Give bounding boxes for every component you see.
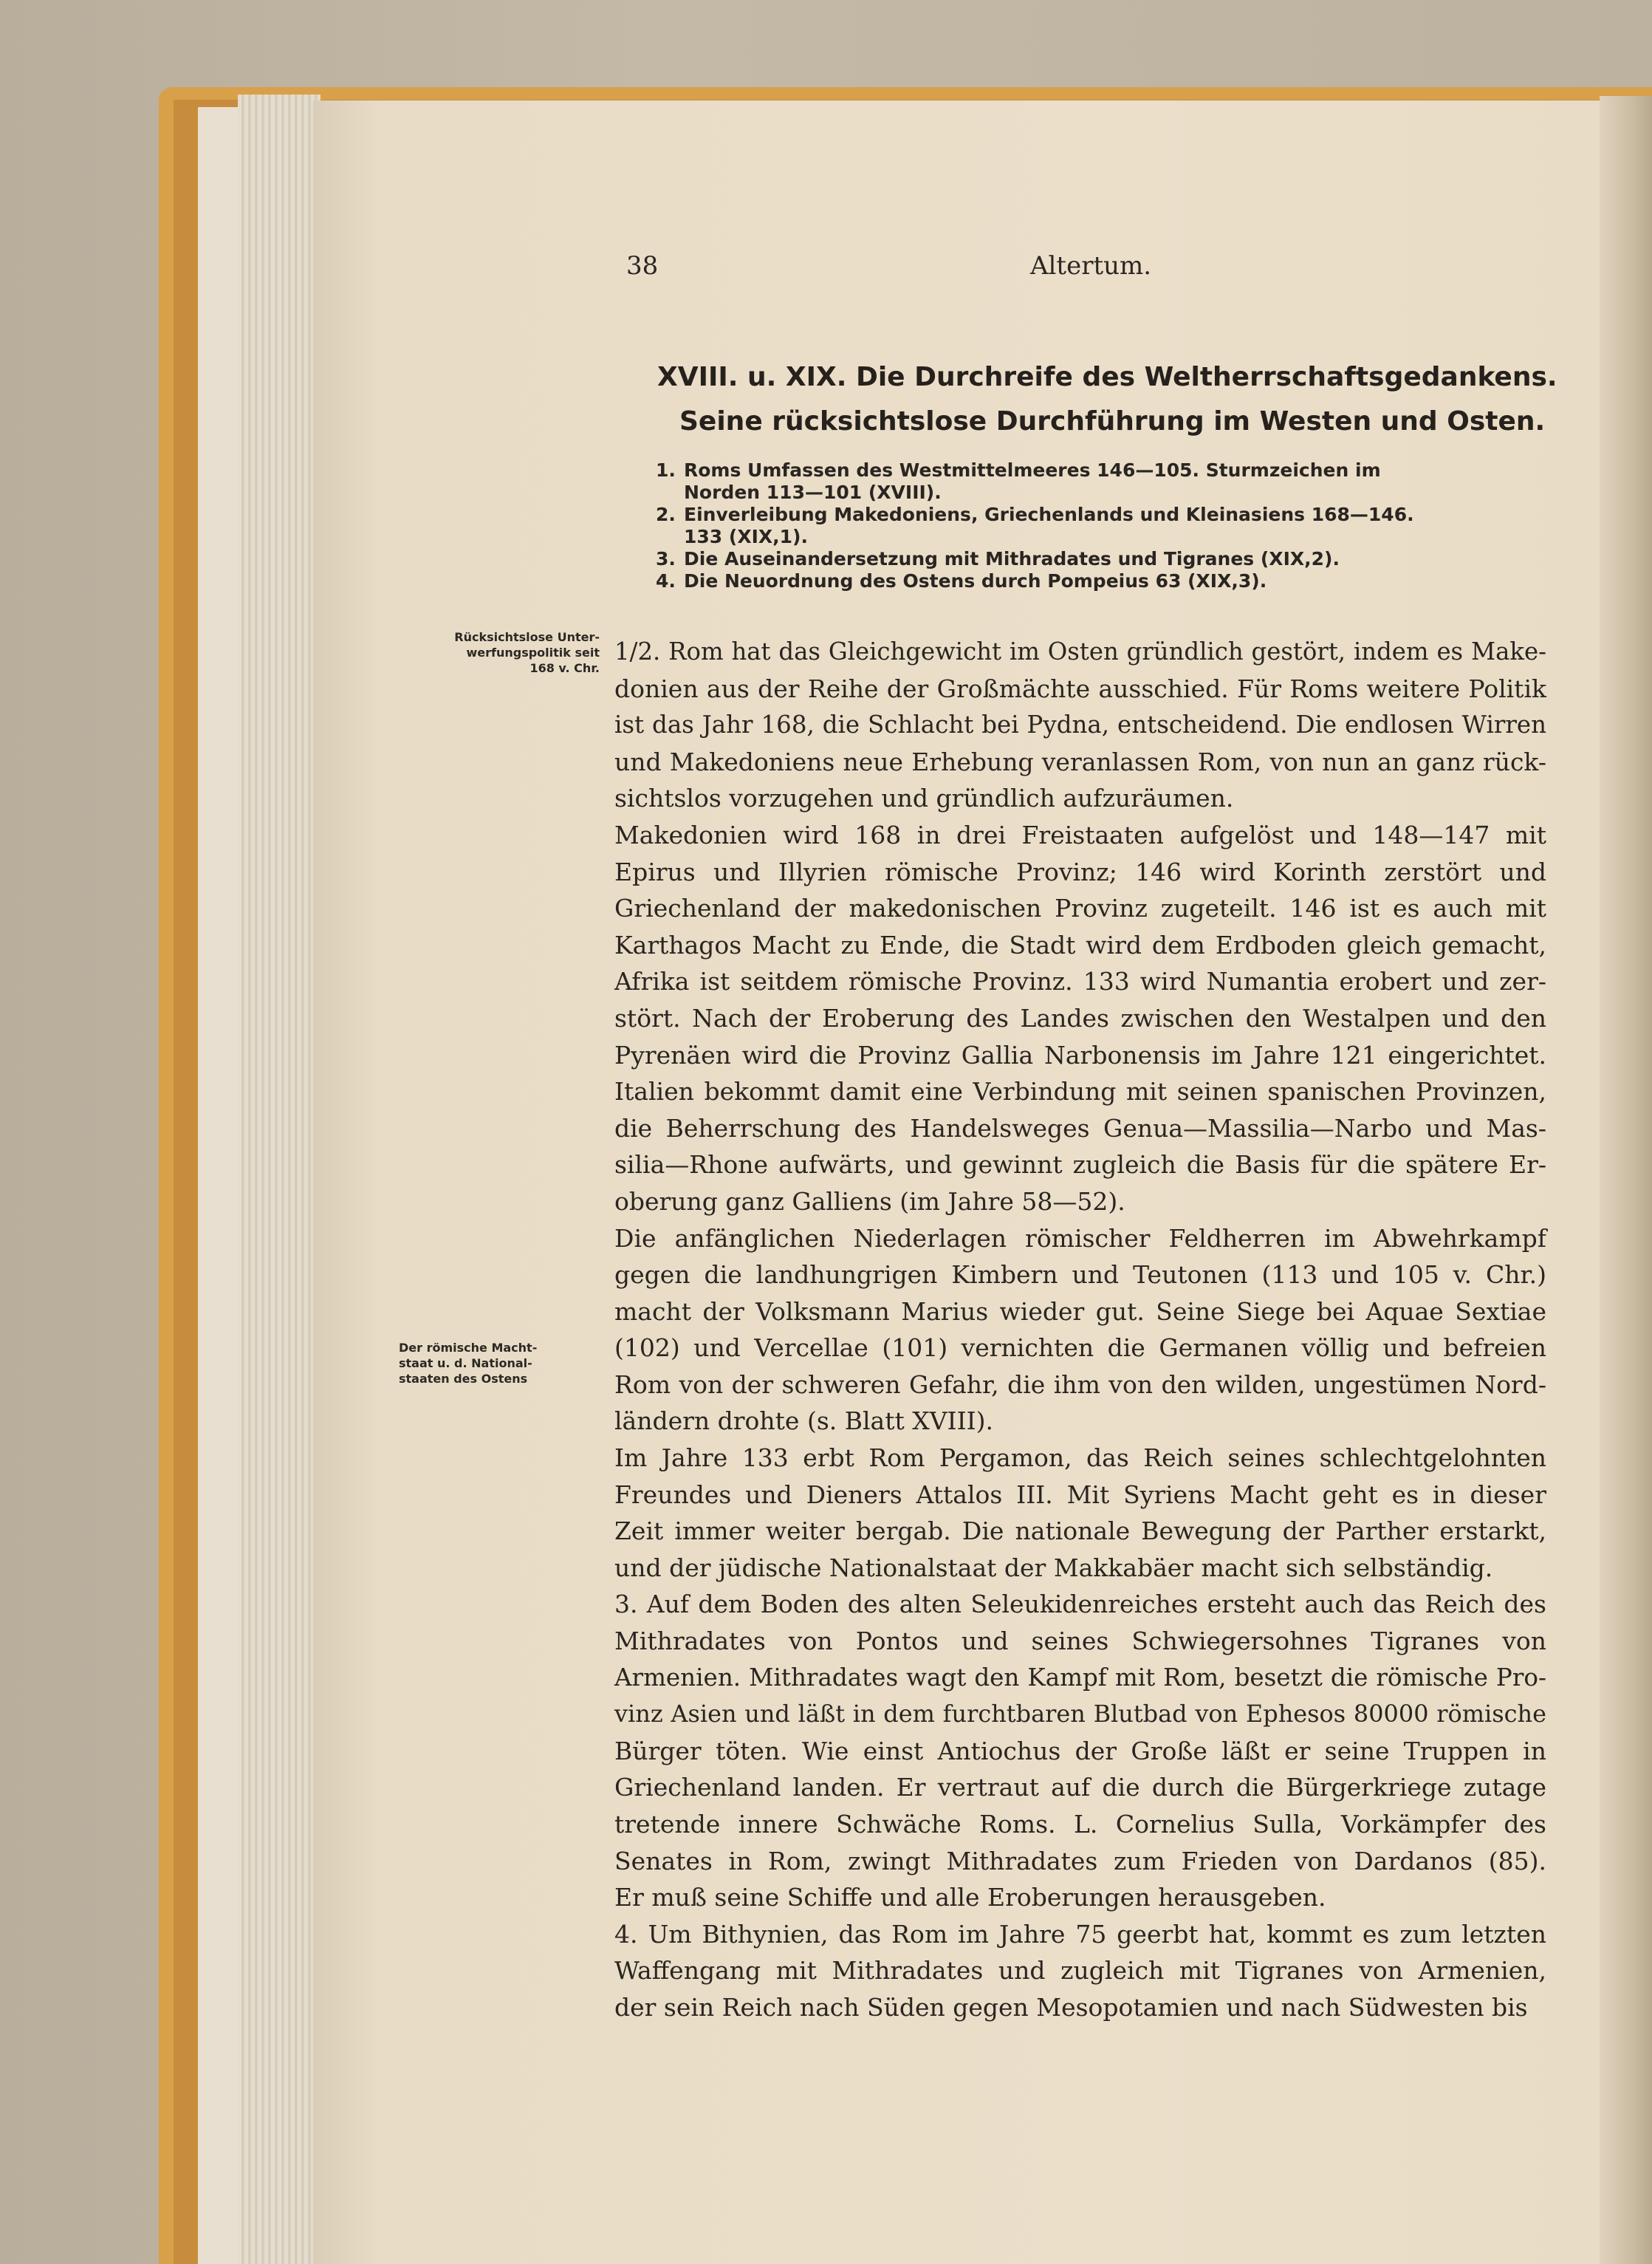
body-text: [614, 634, 1546, 2026]
chapter-title-line-1: XVIII. u. XIX. Die Durchreife des Weltherrschaftsgedankens.: [657, 362, 1557, 392]
text-line: der sein Reich nach Süden gegen Mesopotamien und nach Südwesten bis: [614, 1992, 1528, 2022]
text-line: und Makedoniens neue Erhebung veranlassen Rom, von nun an ganz rück-: [614, 747, 1546, 776]
text-line: ländern drohte (s. Blatt XVIII).: [614, 1406, 994, 1436]
paragraph: [614, 634, 1546, 817]
contents-item-continuation: Norden 113—101 (XVIII).: [684, 482, 942, 503]
text-line: Die anfänglichen Niederlagen römischer Feldherren im Abwehrkampf: [614, 1223, 1546, 1253]
text-line: Griechenland landen. Er vertraut auf die durch die Bürgerkriege zutage: [614, 1773, 1546, 1802]
text-line: stört. Nach der Eroberung des Landes zwischen den Westalpen und den: [614, 1003, 1546, 1033]
contents-item-text: Einverleibung Makedoniens, Griechenlands und Kleinasiens 168—146.: [684, 504, 1414, 525]
text-line: oberung ganz Galliens (im Jahre 58—52).: [614, 1186, 1125, 1216]
margin-note: [399, 1340, 598, 1386]
text-line: Makedonien wird 168 in drei Freistaaten aufgelöst und 148—147 mit: [614, 820, 1546, 849]
margin-note-line: Der römische Macht-: [399, 1341, 538, 1355]
paragraph: [614, 1220, 1546, 1440]
text-line: sichtslos vorzugehen und gründlich aufzuräumen.: [614, 784, 1234, 813]
text-line: ist das Jahr 168, die Schlacht bei Pydna, entscheidend. Die endlosen Wirren: [614, 711, 1546, 739]
contents-item-text: Die Auseinandersetzung mit Mithradates und Tigranes (XIX,2).: [684, 548, 1340, 570]
text-line: donien aus der Reihe der Großmächte ausschied. Für Roms weitere Politik: [614, 674, 1546, 703]
text-line: (102) und Vercellae (101) vernichten die Germanen völlig und befreien: [614, 1333, 1546, 1363]
text-line: tretende innere Schwäche Roms. L. Cornelius Sulla, Vorkämpfer des: [614, 1810, 1546, 1839]
contents-item: [656, 570, 1546, 592]
margin-note-line: staat u. d. National-: [399, 1356, 532, 1370]
margin-note-line: Rücksichtslose Unter-: [454, 630, 600, 644]
contents-item-number: 3.: [656, 548, 676, 570]
text-line: Zeit immer weiter bergab. Die nationale Bewegung der Parther erstarkt,: [614, 1516, 1546, 1546]
text-line: Senates in Rom, zwingt Mithradates zum Frieden von Dardanos (85).: [614, 1846, 1546, 1875]
contents-item: [656, 504, 1546, 548]
text-line: Epirus und Illyrien römische Provinz; 146 wird Korinth zerstört und: [614, 857, 1546, 886]
contents-item-text: Roms Umfassen des Westmittelmeeres 146—105. Sturmzeichen im: [684, 459, 1381, 481]
text-line: Pyrenäen wird die Provinz Gallia Narbonensis im Jahre 121 eingerichtet.: [614, 1040, 1546, 1070]
text-line: Karthagos Macht zu Ende, die Stadt wird dem Erdboden gleich gemacht,: [614, 930, 1546, 960]
text-line: Freundes und Dieners Attalos III. Mit Syriens Macht geht es in dieser: [614, 1480, 1546, 1509]
text-line: Mithradates von Pontos und seines Schwiegersohnes Tigranes von: [614, 1627, 1546, 1656]
chapter-contents: [656, 459, 1546, 592]
margin-note: [411, 629, 600, 676]
text-line: vinz Asien und läßt in dem furchtbaren Blutbad von Ephesos 80000 römische: [614, 1700, 1546, 1728]
text-line: Rom von der schweren Gefahr, die ihm von den wilden, ungestümen Nord-: [614, 1369, 1546, 1399]
contents-item-number: 1.: [656, 459, 676, 481]
chapter-title-line-2: Seine rücksichtslose Durchführung im Westen und Osten.: [679, 406, 1546, 437]
text-line: und der jüdische Nationalstaat der Makkabäer macht sich selbständig.: [614, 1553, 1493, 1582]
text-line: gegen die landhungrigen Kimbern und Teutonen (113 und 105 v. Chr.): [614, 1260, 1546, 1290]
paragraph: [614, 817, 1546, 1220]
page-number: 38: [626, 251, 659, 281]
paragraph: [614, 1440, 1546, 1586]
text-line: macht der Volksmann Marius wieder gut. Seine Siege bei Aquae Sextiae: [614, 1296, 1546, 1326]
text-line: 1/2. Rom hat das Gleichgewicht im Osten gründlich gestört, indem es Make-: [614, 637, 1546, 666]
text-line: silia—Rhone aufwärts, und gewinnt zugleich die Basis für die spätere Er-: [614, 1150, 1546, 1180]
contents-item-continuation: 133 (XIX,1).: [684, 526, 808, 547]
text-line: 3. Auf dem Boden des alten Seleukidenreiches ersteht auch das Reich des: [614, 1590, 1546, 1619]
contents-item-number: 2.: [656, 504, 676, 525]
text-line: die Beherrschung des Handelsweges Genua—Massilia—Narbo und Mas-: [614, 1113, 1546, 1143]
running-title: Altertum.: [1030, 251, 1152, 281]
text-line: Armenien. Mithradates wagt den Kampf mit Rom, besetzt die römische Pro-: [614, 1663, 1546, 1692]
text-line: Waffengang mit Mithradates und zugleich mit Tigranes von Armenien,: [614, 1956, 1546, 1986]
page-gutter: [1600, 96, 1652, 2264]
margin-note-line: staaten des Ostens: [399, 1372, 528, 1386]
text-line: Italien bekommt damit eine Verbindung mit seinen spanischen Provinzen,: [614, 1077, 1546, 1107]
page-edges: [238, 95, 321, 2264]
text-line: Afrika ist seitdem römische Provinz. 133 wird Numantia erobert und zer-: [614, 967, 1546, 996]
margin-note-line: werfungspolitik seit: [466, 646, 600, 660]
contents-item: [656, 548, 1546, 570]
text-line: Bürger töten. Wie einst Antiochus der Große läßt er seine Truppen in: [614, 1736, 1546, 1765]
paragraph: [614, 1586, 1546, 1915]
contents-item-text: Die Neuordnung des Ostens durch Pompeius 63 (XIX,3).: [684, 570, 1267, 592]
text-line: Im Jahre 133 erbt Rom Pergamon, das Reich seines schlechtgelohnten: [614, 1443, 1546, 1473]
margin-note-line: 168 v. Chr.: [529, 661, 600, 675]
text-line: 4. Um Bithynien, das Rom im Jahre 75 geerbt hat, kommt es zum letzten: [614, 1919, 1546, 1949]
paragraph: [614, 1916, 1546, 2026]
text-line: Er muß seine Schiffe und alle Eroberungen herausgeben.: [614, 1883, 1326, 1912]
text-line: Griechenland der makedonischen Provinz zugeteilt. 146 ist es auch mit: [614, 894, 1546, 923]
contents-item: [656, 459, 1546, 504]
contents-item-number: 4.: [656, 570, 676, 592]
